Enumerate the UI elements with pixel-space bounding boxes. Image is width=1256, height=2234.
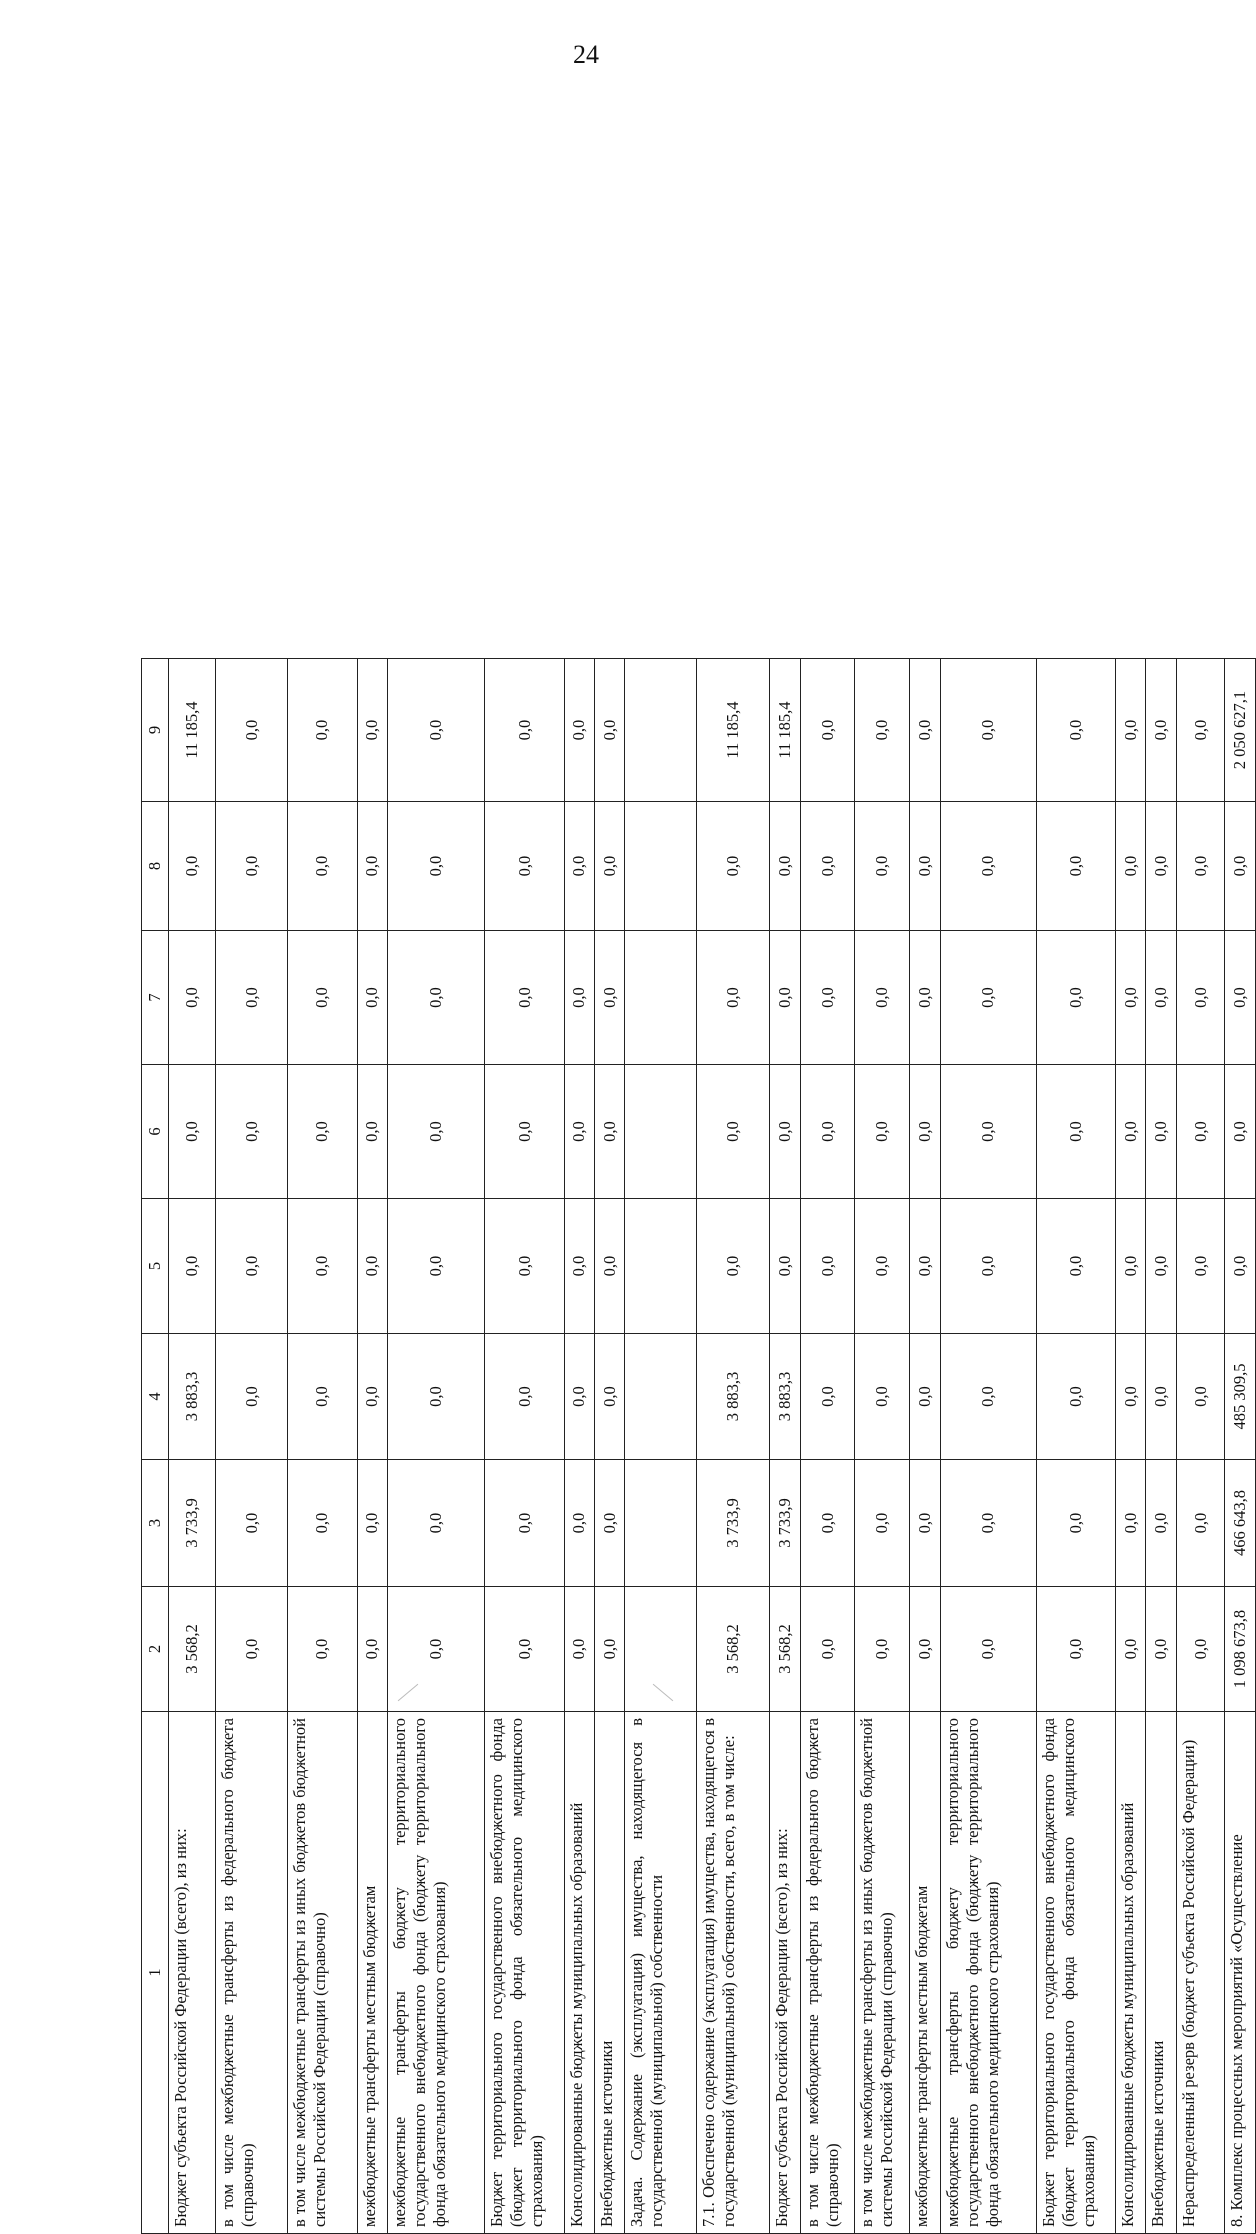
- table-cell: 0,0: [169, 1065, 216, 1199]
- table-cell: 0,0: [1225, 1065, 1256, 1199]
- table-cell: 0,0: [855, 931, 910, 1065]
- table-cell: 0,0: [357, 1334, 387, 1460]
- table-row: [1146, 659, 1176, 2234]
- table-cell: 0,0: [1115, 1460, 1145, 1587]
- table-cell: 0,0: [485, 1065, 564, 1199]
- table-cell: 0,0: [697, 931, 770, 1065]
- table-cell: 0,0: [855, 1065, 910, 1199]
- row-label: межбюджетные трансферты местным бюджетам: [910, 1712, 940, 2234]
- table-row: [485, 659, 564, 2234]
- table-cell: 0,0: [697, 1065, 770, 1199]
- table-cell: 0,0: [485, 1334, 564, 1460]
- table-cell: 0,0: [288, 1460, 357, 1587]
- table-row: [216, 659, 288, 2234]
- table-cell: 0,0: [216, 1334, 288, 1460]
- table-cell: 485 309,5: [1225, 1334, 1256, 1460]
- table-cell: 0,0: [1176, 659, 1225, 802]
- table-cell: 0,0: [800, 1334, 855, 1460]
- table-cell: 0,0: [216, 1587, 288, 1712]
- table-cell: 0,0: [594, 1334, 624, 1460]
- table-cell: 0,0: [1225, 931, 1256, 1065]
- table-cell: 11 185,4: [770, 659, 800, 802]
- table-cell: 0,0: [1115, 1334, 1145, 1460]
- table-cell: 0,0: [288, 931, 357, 1065]
- table-row: [1225, 659, 1256, 2234]
- table-cell: 0,0: [388, 1460, 485, 1587]
- table-cell: 0,0: [800, 1199, 855, 1334]
- table-cell: 0,0: [800, 1587, 855, 1712]
- table-cell: 0,0: [594, 1065, 624, 1199]
- table-cell: 0,0: [1176, 1199, 1225, 1334]
- table-cell: 0,0: [910, 1199, 940, 1334]
- table-cell: 0,0: [485, 802, 564, 931]
- table-cell: 0,0: [564, 659, 594, 802]
- row-label: Бюджет территориального государственного внебюджетного фонда (бюджет территориального фонда обязательного медицинского страхования): [485, 1712, 564, 2234]
- table-cell: 0,0: [940, 1199, 1036, 1334]
- table-cell: 0,0: [357, 931, 387, 1065]
- table-cell: [625, 659, 697, 802]
- table-cell: 0,0: [594, 1460, 624, 1587]
- column-header: 5: [142, 1199, 169, 1334]
- table-cell: 0,0: [940, 1460, 1036, 1587]
- table-cell: 0,0: [1036, 1065, 1115, 1199]
- table-cell: 0,0: [388, 802, 485, 931]
- row-label: Нераспределенный резерв (бюджет субъекта Российской Федерации): [1176, 1712, 1225, 2234]
- row-label: в том числе межбюджетные трансферты из федерального бюджета (справочно): [216, 1712, 288, 2234]
- table-cell: 0,0: [169, 802, 216, 931]
- table-cell: 0,0: [770, 802, 800, 931]
- table-cell: 0,0: [1176, 931, 1225, 1065]
- table-cell: 0,0: [288, 802, 357, 931]
- table-cell: 0,0: [855, 802, 910, 931]
- table-cell: 0,0: [1115, 659, 1145, 802]
- table-row: [855, 659, 910, 2234]
- table-cell: 0,0: [855, 659, 910, 802]
- table-cell: 0,0: [564, 1334, 594, 1460]
- row-label: Бюджет субъекта Российской Федерации (всего), из них:: [169, 1712, 216, 2234]
- table-cell: [625, 802, 697, 931]
- table-cell: 0,0: [169, 1199, 216, 1334]
- table-cell: 0,0: [800, 802, 855, 931]
- table-cell: 0,0: [1036, 931, 1115, 1065]
- table-cell: 0,0: [855, 1587, 910, 1712]
- table-cell: 0,0: [485, 659, 564, 802]
- table-cell: 0,0: [800, 1460, 855, 1587]
- row-label: Консолидированные бюджеты муниципальных образований: [564, 1712, 594, 2234]
- table-row: [1115, 659, 1145, 2234]
- table-cell: 0,0: [910, 931, 940, 1065]
- table-cell: 0,0: [800, 1065, 855, 1199]
- table-cell: 0,0: [1036, 1199, 1115, 1334]
- table-cell: 11 185,4: [697, 659, 770, 802]
- table-cell: 0,0: [1146, 931, 1176, 1065]
- column-header: 2: [142, 1587, 169, 1712]
- table-row: [625, 659, 697, 2234]
- table-cell: 0,0: [855, 1460, 910, 1587]
- table-cell: 0,0: [910, 659, 940, 802]
- table-cell: 0,0: [1146, 1587, 1176, 1712]
- table-cell: 0,0: [910, 802, 940, 931]
- table-cell: [625, 1065, 697, 1199]
- table-cell: 0,0: [216, 931, 288, 1065]
- table-cell: 0,0: [288, 1065, 357, 1199]
- column-header: 3: [142, 1460, 169, 1587]
- table-cell: 3 568,2: [770, 1587, 800, 1712]
- table-cell: 3 883,3: [697, 1334, 770, 1460]
- table-cell: 0,0: [564, 1460, 594, 1587]
- table-cell: 0,0: [388, 659, 485, 802]
- row-label: межбюджетные трансферты местным бюджетам: [357, 1712, 387, 2234]
- table-row: [910, 659, 940, 2234]
- table-cell: 0,0: [940, 802, 1036, 931]
- table-cell: 0,0: [485, 1587, 564, 1712]
- table-cell: 0,0: [357, 802, 387, 931]
- table-cell: 0,0: [288, 659, 357, 802]
- table-cell: 0,0: [910, 1587, 940, 1712]
- table-cell: 0,0: [770, 931, 800, 1065]
- row-label: Внебюджетные источники: [594, 1712, 624, 2234]
- table-cell: 0,0: [855, 1334, 910, 1460]
- table-cell: 0,0: [594, 802, 624, 931]
- table-cell: 0,0: [1146, 1199, 1176, 1334]
- table-cell: 0,0: [1036, 802, 1115, 931]
- table-cell: 11 185,4: [169, 659, 216, 802]
- table-cell: 0,0: [940, 1065, 1036, 1199]
- table-cell: 3 568,2: [697, 1587, 770, 1712]
- table-cell: 0,0: [288, 1587, 357, 1712]
- table-cell: 0,0: [1176, 1334, 1225, 1460]
- table-cell: 0,0: [1036, 1460, 1115, 1587]
- table-row: [940, 659, 1036, 2234]
- table-cell: 0,0: [697, 802, 770, 931]
- table-cell: 0,0: [1176, 1065, 1225, 1199]
- table-cell: 0,0: [388, 931, 485, 1065]
- table-cell: 0,0: [1146, 659, 1176, 802]
- table-cell: 0,0: [1115, 1065, 1145, 1199]
- budget-table-rotated: [141, 659, 1256, 2234]
- row-label: межбюджетные трансферты бюджету территориального государственного внебюджетного фонда (бюджету территориального фонда обязательного медицинского страхования): [940, 1712, 1036, 2234]
- table-cell: 0,0: [388, 1334, 485, 1460]
- row-label: Задача. Содержание (эксплуатация) имущества, находящегося в государственной (муниципальной) собственности: [625, 1712, 697, 2234]
- table-cell: 0,0: [770, 1199, 800, 1334]
- table-cell: 0,0: [1176, 802, 1225, 931]
- column-header: 8: [142, 802, 169, 931]
- row-label: Консолидированные бюджеты муниципальных образований: [1115, 1712, 1145, 2234]
- table-row: [1176, 659, 1225, 2234]
- table-cell: 0,0: [288, 1334, 357, 1460]
- table-row: [564, 659, 594, 2234]
- table-cell: 2 050 627,1: [1225, 659, 1256, 802]
- row-label: 7.1. Обеспечено содержание (эксплуатация) имущества, находящегося в государственной (муниципальной) собственности, всего, в том числе:: [697, 1712, 770, 2234]
- budget-table: [141, 658, 1256, 2234]
- column-header: 9: [142, 659, 169, 802]
- table-cell: 0,0: [357, 1199, 387, 1334]
- table-cell: 0,0: [1115, 1199, 1145, 1334]
- table-cell: 0,0: [485, 1460, 564, 1587]
- table-cell: 0,0: [1115, 1587, 1145, 1712]
- table-cell: 0,0: [800, 659, 855, 802]
- table-row: [770, 659, 800, 2234]
- table-cell: 0,0: [1225, 802, 1256, 931]
- row-label: в том числе межбюджетные трансферты из иных бюджетов бюджетной системы Российской Федерации (справочно): [855, 1712, 910, 2234]
- table-cell: 0,0: [357, 1065, 387, 1199]
- table-cell: 0,0: [388, 1065, 485, 1199]
- table-cell: 0,0: [1146, 1460, 1176, 1587]
- table-cell: 0,0: [910, 1065, 940, 1199]
- table-cell: 0,0: [564, 1065, 594, 1199]
- table-cell: 3 733,9: [770, 1460, 800, 1587]
- table-cell: 0,0: [1036, 659, 1115, 802]
- row-label: 8. Комплекс процессных мероприятий «Осуществление: [1225, 1712, 1256, 2234]
- column-header: 4: [142, 1334, 169, 1460]
- table-cell: 0,0: [485, 1199, 564, 1334]
- table-cell: 0,0: [216, 659, 288, 802]
- table-cell: [625, 1199, 697, 1334]
- table-cell: 0,0: [1146, 1065, 1176, 1199]
- table-cell: 0,0: [357, 1587, 387, 1712]
- table-cell: 0,0: [564, 802, 594, 931]
- table-cell: 0,0: [216, 1460, 288, 1587]
- table-cell: 0,0: [1115, 802, 1145, 931]
- table-row: [288, 659, 357, 2234]
- table-cell: 1 098 673,8: [1225, 1587, 1256, 1712]
- table-cell: 0,0: [940, 931, 1036, 1065]
- table-cell: 0,0: [1176, 1587, 1225, 1712]
- page-number: 24: [573, 40, 599, 69]
- table-cell: 0,0: [1115, 931, 1145, 1065]
- row-label: Бюджет субъекта Российской Федерации (всего), из них:: [770, 1712, 800, 2234]
- table-cell: 0,0: [940, 659, 1036, 802]
- table-cell: 0,0: [594, 931, 624, 1065]
- table-cell: 3 883,3: [770, 1334, 800, 1460]
- table-cell: 0,0: [1176, 1460, 1225, 1587]
- table-cell: 0,0: [1225, 1199, 1256, 1334]
- row-label: межбюджетные трансферты бюджету территориального государственного внебюджетного фонда (бюджету территориального фонда обязательного медицинского страхования): [388, 1712, 485, 2234]
- row-label: Внебюджетные источники: [1146, 1712, 1176, 2234]
- table-cell: 0,0: [288, 1199, 357, 1334]
- table-cell: [625, 1334, 697, 1460]
- table-cell: 0,0: [169, 931, 216, 1065]
- row-label: в том числе межбюджетные трансферты из иных бюджетов бюджетной системы Российской Федерации (справочно): [288, 1712, 357, 2234]
- table-cell: 0,0: [1036, 1334, 1115, 1460]
- table-cell: [625, 1587, 697, 1712]
- table-cell: 0,0: [357, 659, 387, 802]
- table-cell: 0,0: [594, 1199, 624, 1334]
- table-cell: 0,0: [564, 1587, 594, 1712]
- table-cell: 0,0: [910, 1460, 940, 1587]
- table-cell: 0,0: [594, 1587, 624, 1712]
- table-cell: 0,0: [940, 1587, 1036, 1712]
- table-cell: 0,0: [388, 1199, 485, 1334]
- table-cell: [625, 1460, 697, 1587]
- row-label: в том числе межбюджетные трансферты из федерального бюджета (справочно): [800, 1712, 855, 2234]
- table-row: [357, 659, 387, 2234]
- table-cell: 3 733,9: [697, 1460, 770, 1587]
- table-cell: 0,0: [910, 1334, 940, 1460]
- table-cell: 0,0: [770, 1065, 800, 1199]
- table-cell: 466 643,8: [1225, 1460, 1256, 1587]
- table-cell: 0,0: [800, 931, 855, 1065]
- table-cell: 0,0: [216, 1065, 288, 1199]
- table-row: [1036, 659, 1115, 2234]
- table-cell: 0,0: [564, 1199, 594, 1334]
- row-label: Бюджет территориального государственного внебюджетного фонда (бюджет территориального фонда обязательного медицинского страхования): [1036, 1712, 1115, 2234]
- column-header: 6: [142, 1065, 169, 1199]
- table-cell: 3 568,2: [169, 1587, 216, 1712]
- table-cell: 3 883,3: [169, 1334, 216, 1460]
- table-cell: 0,0: [855, 1199, 910, 1334]
- table-cell: [625, 931, 697, 1065]
- table-row: [388, 659, 485, 2234]
- table-cell: 0,0: [1146, 1334, 1176, 1460]
- table-cell: 0,0: [357, 1460, 387, 1587]
- table-cell: 0,0: [940, 1334, 1036, 1460]
- table-row: [800, 659, 855, 2234]
- table-cell: 0,0: [388, 1587, 485, 1712]
- table-cell: 0,0: [1146, 802, 1176, 931]
- column-header: 1: [142, 1712, 169, 2234]
- table-cell: 0,0: [697, 1199, 770, 1334]
- table-cell: 0,0: [564, 931, 594, 1065]
- table-row: [594, 659, 624, 2234]
- table-cell: 0,0: [1036, 1587, 1115, 1712]
- table-cell: 0,0: [216, 802, 288, 931]
- table-cell: 0,0: [485, 931, 564, 1065]
- table-row: [169, 659, 216, 2234]
- table-cell: 0,0: [216, 1199, 288, 1334]
- header-row: [142, 659, 169, 2234]
- table-cell: 0,0: [594, 659, 624, 802]
- table-row: [697, 659, 770, 2234]
- column-header: 7: [142, 931, 169, 1065]
- table-cell: 3 733,9: [169, 1460, 216, 1587]
